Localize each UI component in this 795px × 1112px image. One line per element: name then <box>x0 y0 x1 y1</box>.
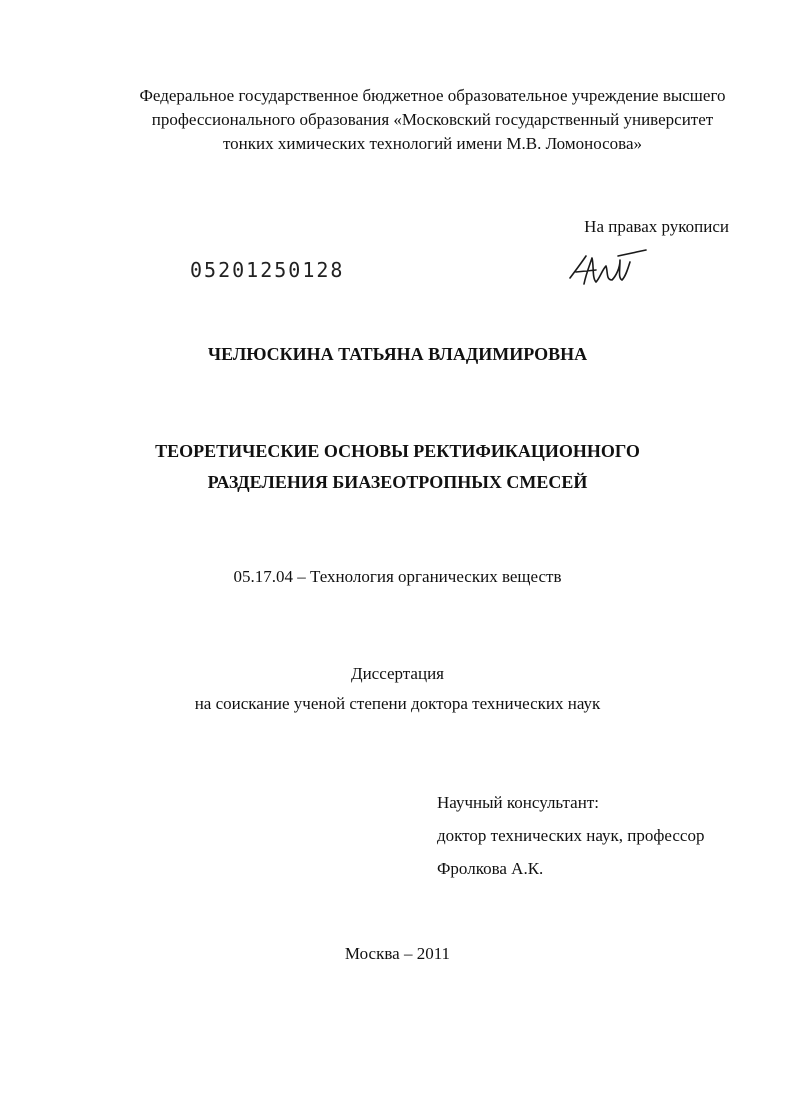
author-name: ЧЕЛЮСКИНА ТАТЬЯНА ВЛАДИМИРОВНА <box>207 344 588 364</box>
scientific-consultant <box>437 786 704 885</box>
manuscript-note: На правах рукописи <box>584 217 729 236</box>
registration-number: 05201250128 <box>190 258 345 282</box>
title-line: РАЗДЕЛЕНИЯ БИАЗЕОТРОПНЫХ СМЕСЕЙ <box>207 472 588 492</box>
consultant-degree: доктор технических наук, профессор <box>437 826 705 845</box>
city-year: Москва – 2011 <box>344 944 451 963</box>
dissertation-type-block <box>0 659 795 719</box>
specialty-code: 05.17.04 – Технология органических веществ <box>233 567 562 586</box>
institution-line: тонких химических технологий имени М.В. Ломоносова» <box>222 134 643 153</box>
title-line: ТЕОРЕТИЧЕСКИЕ ОСНОВЫ РЕКТИФИКАЦИОННОГО <box>155 441 640 461</box>
signature-icon <box>562 244 652 300</box>
dissertation-type: Диссертация <box>350 664 444 683</box>
consultant-label: Научный консультант: <box>437 793 599 812</box>
dissertation-title <box>0 436 795 498</box>
consultant-name: Фролкова А.К. <box>437 859 544 878</box>
institution-line: Федеральное государственное бюджетное образовательное учреждение высшего <box>139 86 726 105</box>
institution-header <box>100 84 765 156</box>
degree-sought: на соискание ученой степени доктора технических наук <box>194 694 601 713</box>
institution-line: профессионального образования «Московский государственный университет <box>151 110 714 129</box>
